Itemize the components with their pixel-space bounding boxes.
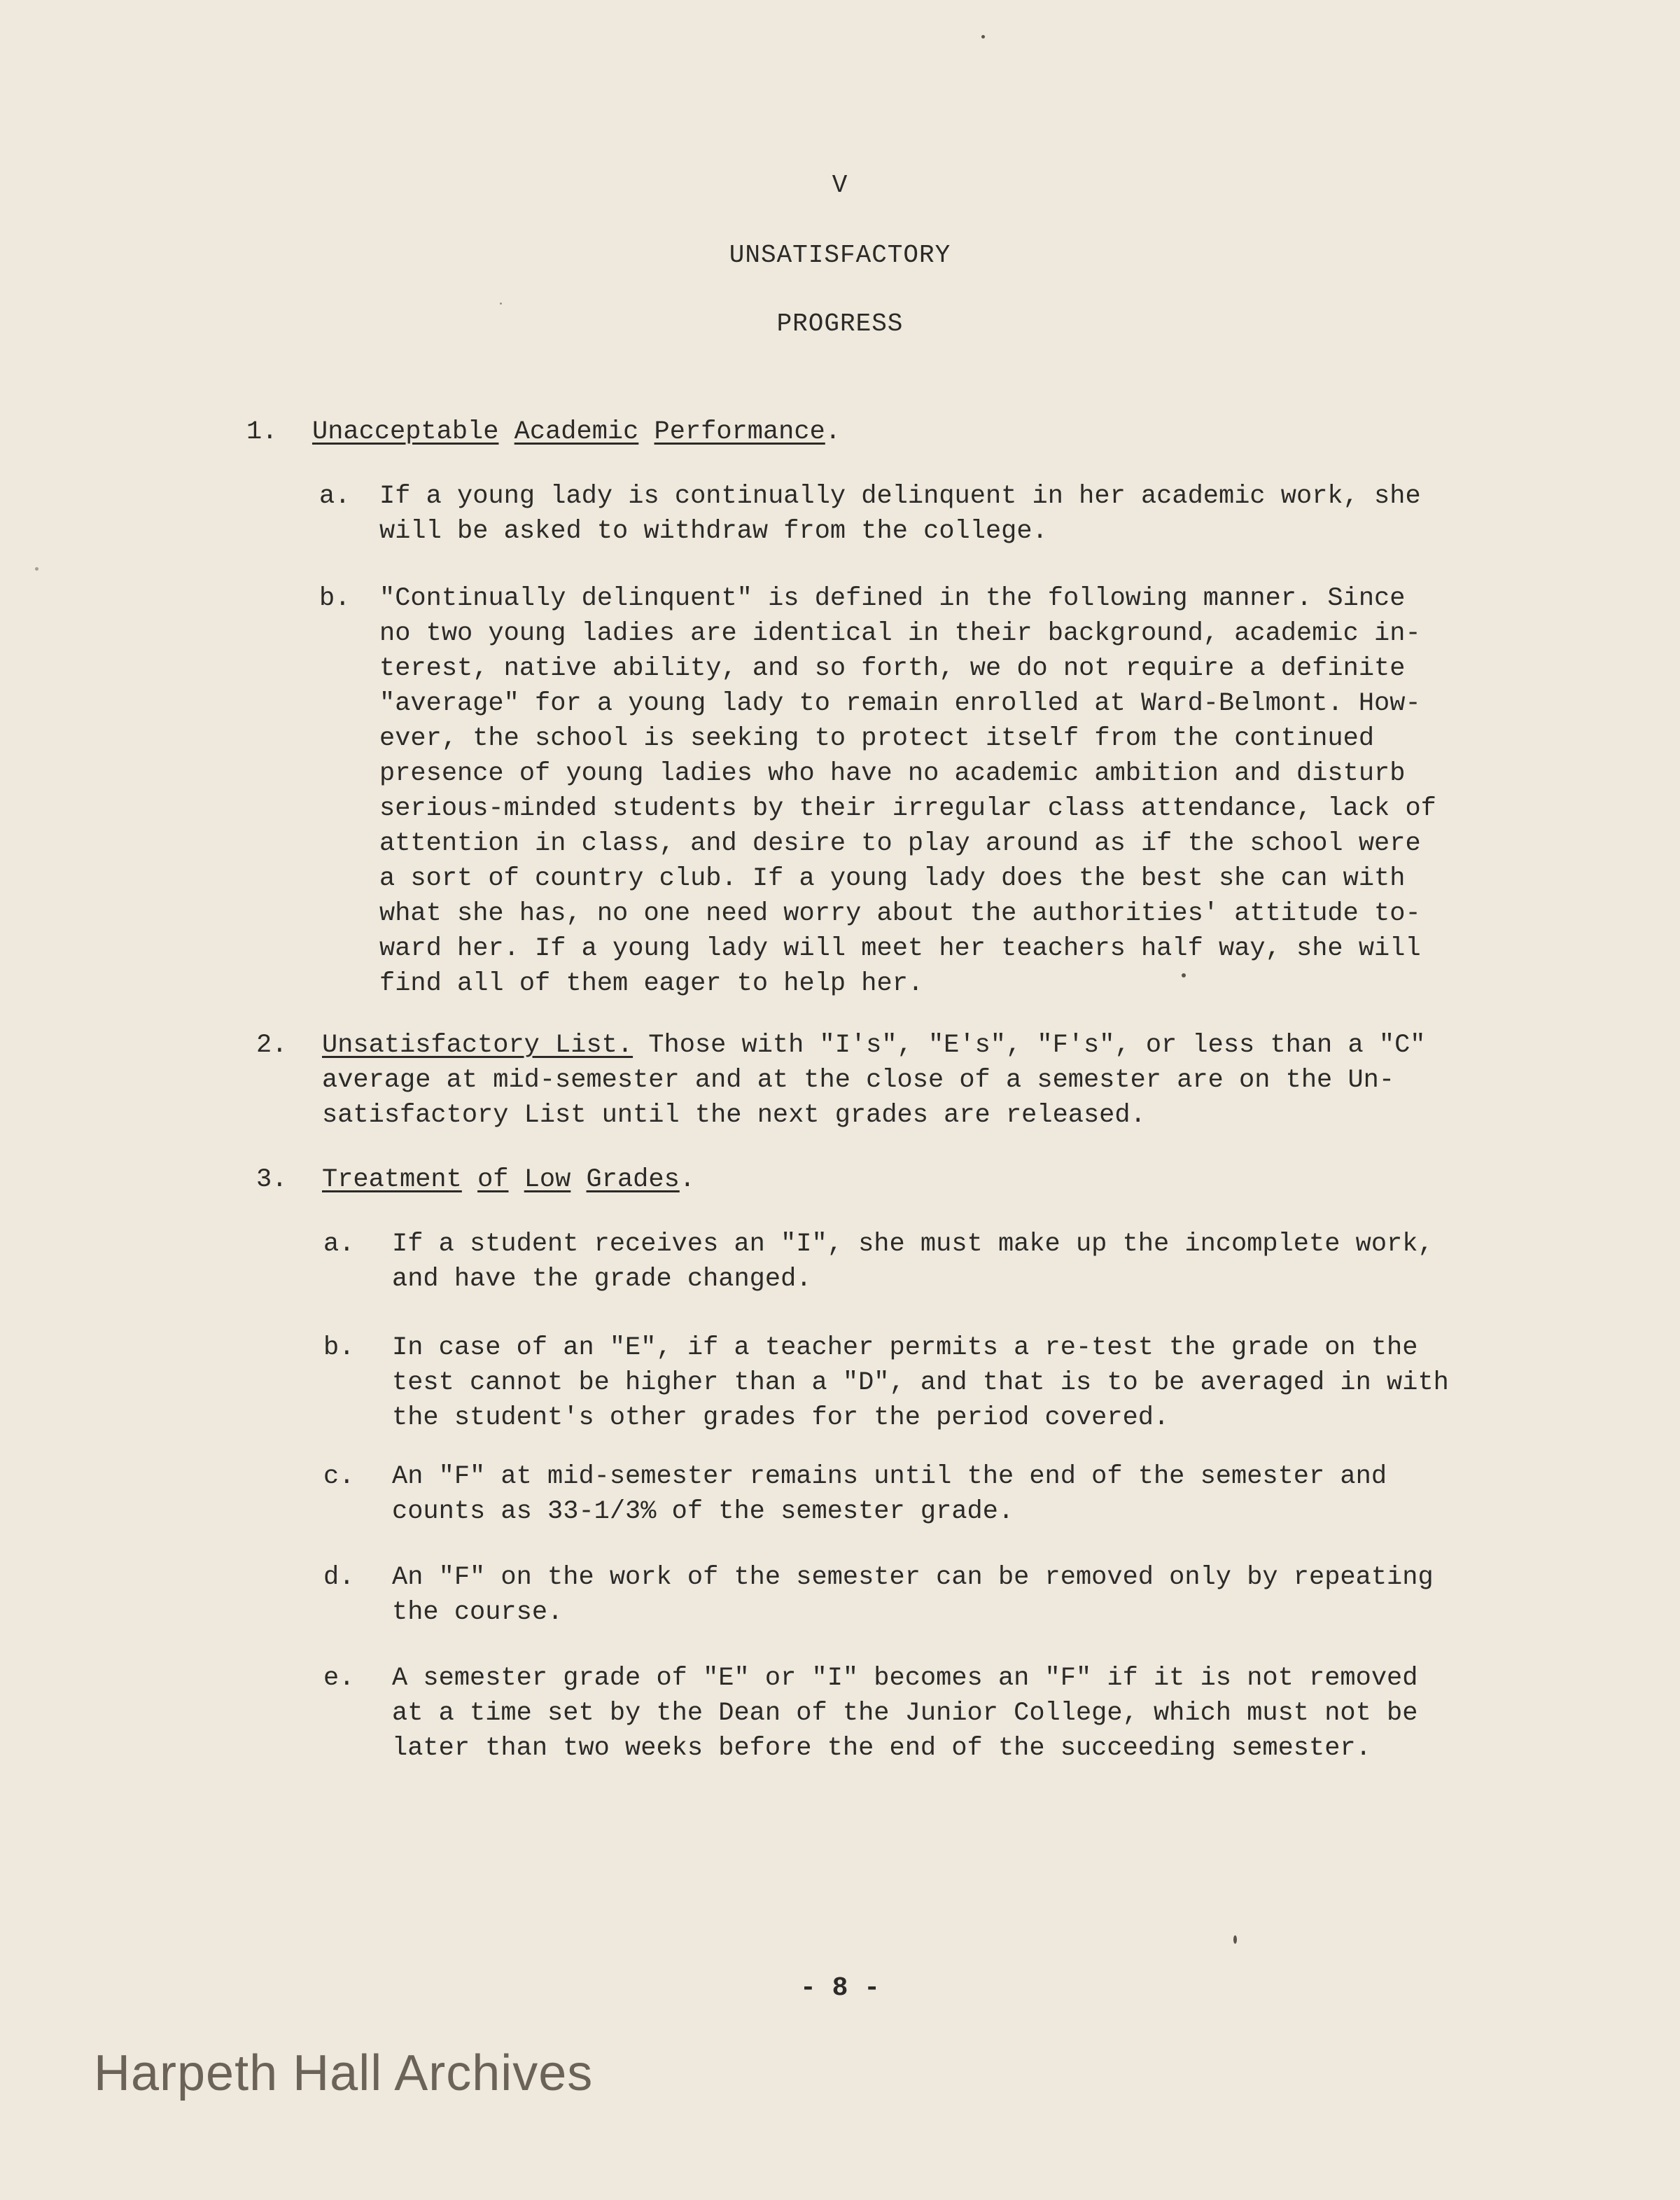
- page-title-line-2: PROGRESS: [776, 309, 904, 338]
- title-word: Performance: [654, 417, 825, 447]
- item-label: d.: [323, 1563, 355, 1592]
- chapter-roman-numeral: V: [832, 171, 848, 200]
- paper-speck: [35, 567, 38, 571]
- title-word: Low: [524, 1165, 571, 1195]
- title-word: Unacceptable: [312, 417, 499, 447]
- item-text: If a young lady is continually delinquent in her academic work, she will be asked to withdraw from the college.: [379, 482, 1421, 546]
- title-word: of: [477, 1165, 509, 1195]
- item-text: An "F" on the work of the semester can be removed only by repeating the course.: [392, 1563, 1434, 1627]
- section-title: [312, 415, 841, 450]
- section-title: [322, 1162, 695, 1197]
- item-text: "Continually delinquent" is defined in the following manner. Since no two young ladies are identical in their background, academic in- terest, native ability, and so forth, we do not require a definite "average" for a young lady to remain enrolled at Ward-Belmont. How- ever, the school is seeking to protect itself from the continued presence of young ladies who have no academic ambition and disturb serious-minded students by their irregular class attendance, lack of attention in class, and desire to play around as if the school were a sort of country club. If a young lady does the best she can with what she has, no one need worry about the authorities' attitude to- ward her. If a young lady will meet her teachers half way, she will find all of them eager to help her.: [379, 584, 1436, 998]
- title-word: Grades: [586, 1165, 680, 1195]
- title-period: .: [679, 1165, 695, 1195]
- paper-speck: [500, 302, 502, 305]
- item-label: b.: [319, 584, 351, 613]
- item-label: c.: [323, 1462, 355, 1491]
- section-number: 1.: [246, 417, 278, 447]
- section-2-text: [322, 1028, 1575, 1063]
- item-label: a.: [319, 482, 351, 511]
- section-number: 3.: [256, 1165, 288, 1195]
- paper-speck: [1182, 973, 1186, 977]
- section-text-rest: average at mid-semester and at the close of a semester are on the Un- satisfactory List until the next grades are released.: [322, 1066, 1395, 1130]
- title-word: Treatment: [322, 1165, 462, 1195]
- item-label: a.: [323, 1230, 355, 1259]
- item-text: An "F" at mid-semester remains until the end of the semester and counts as 33-1/3% of the semester grade.: [392, 1462, 1387, 1526]
- section-text-line-1: Those with "I's", "E's", "F's", or less than a "C": [648, 1031, 1426, 1060]
- page-number: - 8 -: [799, 1973, 881, 2003]
- archive-watermark: Harpeth Hall Archives: [94, 2045, 594, 2101]
- item-label: b.: [323, 1333, 355, 1363]
- item-text: If a student receives an "I", she must make up the incomplete work, and have the grade changed.: [392, 1230, 1434, 1294]
- title-word: Academic: [514, 417, 639, 447]
- section-title: Unsatisfactory List.: [322, 1031, 634, 1060]
- item-label: e.: [323, 1664, 355, 1693]
- page-title-line-1: UNSATISFACTORY: [729, 241, 951, 270]
- title-period: .: [825, 417, 841, 447]
- item-text: A semester grade of "E" or "I" becomes an "F" if it is not removed at a time set by the Dean of the Junior College, which must not be later than two weeks before the end of the succeeding semester.: [392, 1664, 1418, 1763]
- paper-speck: [981, 35, 985, 39]
- section-number: 2.: [256, 1031, 288, 1060]
- paper-speck: [1233, 1935, 1237, 1944]
- item-text: In case of an "E", if a teacher permits a re-test the grade on the test cannot be higher than a "D", and that is to be averaged in with the student's other grades for the period covered.: [392, 1333, 1449, 1433]
